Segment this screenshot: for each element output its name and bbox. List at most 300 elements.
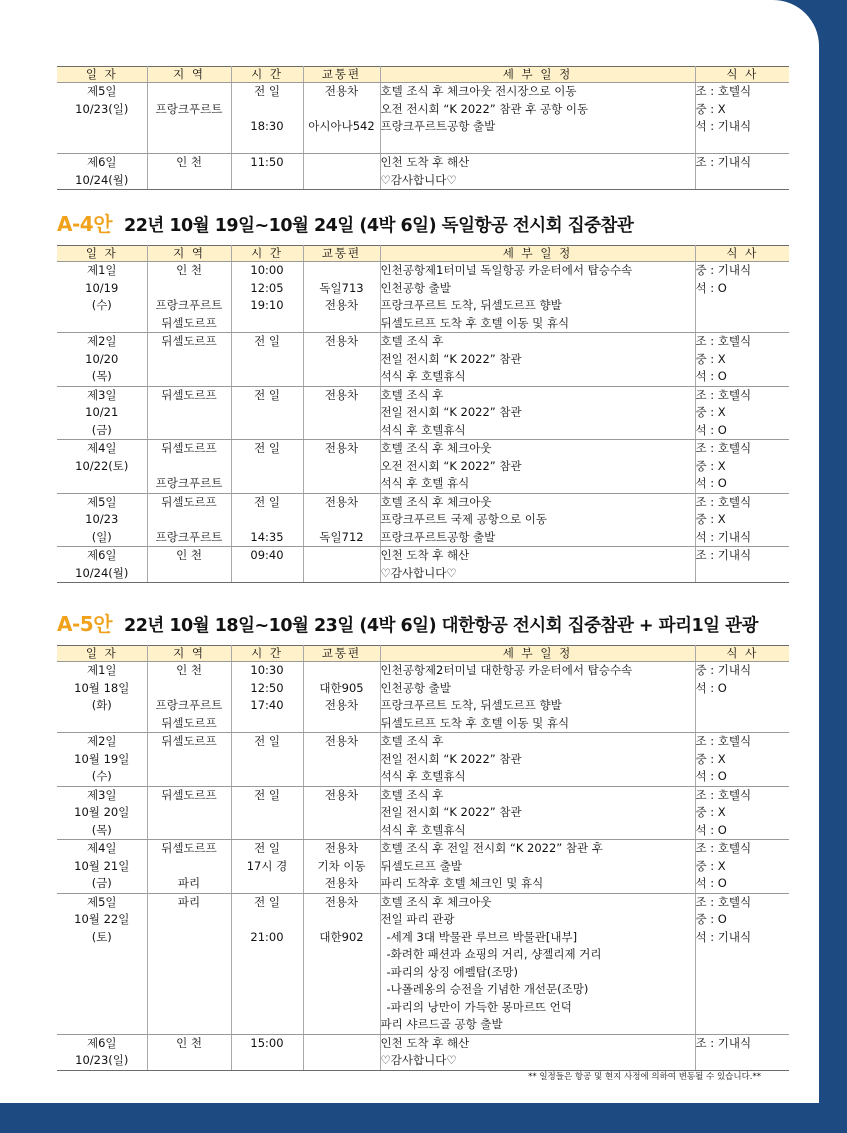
time-cell — [231, 733, 303, 787]
meals-cell — [695, 493, 789, 547]
transport-text — [304, 262, 380, 280]
day-text: 제6일 — [86, 548, 117, 562]
detail-line: 호텔 조식 후 체크아웃 — [380, 494, 492, 509]
region-text: 뒤셀도르프 — [161, 734, 217, 748]
region-cell — [147, 333, 231, 387]
region-text: 파리 — [177, 876, 201, 890]
column-header: 세 부 일 정 — [380, 67, 695, 83]
transport-text: 대한902 — [319, 929, 364, 944]
region-text: 인 천 — [176, 663, 202, 677]
meals-cell — [695, 1034, 789, 1070]
region-cell — [147, 893, 231, 1034]
transport-text — [304, 547, 380, 565]
meal-text: 조 : 호텔식 — [695, 387, 752, 402]
meal-text: 중 : X — [695, 512, 726, 526]
meal-text: 조 : 호텔식 — [695, 441, 752, 455]
time-cell — [231, 786, 303, 840]
time-cell — [231, 386, 303, 440]
column-header: 시 간 — [231, 646, 303, 662]
day-text: 제6일 — [86, 155, 117, 169]
region-text: 프랑크푸르트 — [155, 101, 223, 116]
detail-line: 인천 도착 후 해산 — [380, 155, 470, 169]
schedule-table-a3 — [57, 66, 789, 190]
meal-text: 중 : X — [695, 858, 726, 873]
transport-text: 전용차 — [324, 298, 359, 312]
day-text: 10/23(일) — [75, 1053, 129, 1067]
region-text: 뒤셀도르프 — [161, 715, 217, 730]
meal-text: 석 : O — [695, 822, 727, 837]
time-text: 전 일 — [254, 84, 280, 98]
region-cell — [147, 83, 231, 154]
time-cell — [231, 662, 303, 733]
details-cell — [380, 493, 695, 547]
transport-text: 전용차 — [324, 387, 359, 402]
meals-cell — [695, 662, 789, 733]
day-text: 제5일 — [86, 494, 117, 509]
day-text: (목) — [91, 822, 112, 837]
detail-line: 뒤셀도르프 출발 — [380, 858, 462, 873]
transport-text: 전용차 — [324, 84, 359, 98]
plan-title: 22년 10월 18일~10월 23일 (4박 6일) 대한항공 전시회 집중참관 + 파리1일 관광 — [124, 616, 758, 636]
day-text: 10/21 — [85, 405, 119, 419]
time-cell — [231, 154, 303, 190]
day-cell — [57, 1034, 147, 1070]
schedule-table-a4 — [57, 245, 789, 583]
region-text: 인 천 — [176, 155, 202, 169]
time-text: 전 일 — [254, 387, 280, 402]
meal-text: 중 : X — [695, 405, 726, 419]
transport-cell — [303, 83, 380, 154]
time-text — [232, 101, 303, 119]
region-cell — [147, 440, 231, 494]
region-cell — [147, 547, 231, 583]
detail-line: 호텔 조식 후 — [380, 387, 444, 402]
detail-line: -세계 3대 박물관 루브르 박물관[내부] — [386, 929, 578, 944]
detail-line: 호텔 조식 후 체크아웃 전시장으로 이동 — [380, 84, 577, 98]
column-header: 일 자 — [57, 67, 147, 83]
transport-text — [304, 662, 380, 680]
detail-line: 뒤셀도르프 도착 후 호텔 이동 및 휴식 — [380, 315, 570, 330]
table-row — [57, 786, 789, 840]
meals-cell — [695, 386, 789, 440]
transport-text: 전용차 — [324, 494, 359, 509]
time-cell — [231, 840, 303, 894]
detail-line: 인천 도착 후 해산 — [380, 548, 470, 562]
transport-text: 전용차 — [324, 441, 359, 455]
detail-line: 인천공항제2터미널 대한항공 카운터에서 탑승수속 — [380, 663, 633, 677]
meal-text: 중 : X — [695, 458, 726, 473]
transport-cell — [303, 840, 380, 894]
transport-cell — [303, 893, 380, 1034]
detail-line: 석식 후 호텔휴식 — [380, 769, 466, 783]
time-text: 18:30 — [250, 119, 284, 133]
details-cell — [380, 154, 695, 190]
time-text: 10:30 — [250, 663, 284, 677]
meal-text: 석 : 기내식 — [695, 119, 752, 133]
transport-text — [304, 154, 380, 172]
day-cell — [57, 840, 147, 894]
column-header: 식 사 — [695, 67, 789, 83]
table-row — [57, 262, 789, 333]
table-row — [57, 662, 789, 733]
day-cell — [57, 440, 147, 494]
meal-text: 중 : X — [695, 351, 726, 366]
transport-text: 전용차 — [324, 334, 359, 348]
region-text — [148, 280, 231, 298]
detail-line: 호텔 조식 후 체크아웃 — [380, 894, 492, 909]
region-text: 인 천 — [176, 548, 202, 562]
day-cell — [57, 786, 147, 840]
region-cell — [147, 154, 231, 190]
plan-title: 22년 10월 19일~10월 24일 (4박 6일) 독일항공 전시회 집중참관 — [124, 216, 634, 236]
day-text: 제5일 — [86, 84, 117, 98]
detail-line: 전일 전시회 “K 2022” 참관 — [380, 805, 522, 819]
transport-cell — [303, 493, 380, 547]
meals-cell — [695, 893, 789, 1034]
details-cell — [380, 662, 695, 733]
region-text: 뒤셀도르프 — [161, 494, 217, 509]
region-text: 뒤셀도르프 — [161, 787, 217, 802]
time-text: 15:00 — [250, 1035, 284, 1050]
region-text: 프랑크푸르트 — [155, 476, 223, 490]
region-text — [148, 136, 231, 154]
time-text: 전 일 — [254, 734, 280, 748]
transport-text: 전용차 — [324, 698, 359, 712]
column-header: 식 사 — [695, 646, 789, 662]
day-text: 제3일 — [86, 387, 117, 402]
column-header: 식 사 — [695, 246, 789, 262]
detail-line: 전일 전시회 “K 2022” 참관 — [380, 351, 522, 366]
time-text — [232, 511, 303, 529]
day-cell — [57, 662, 147, 733]
transport-cell — [303, 733, 380, 787]
column-header: 교통편 — [303, 646, 380, 662]
time-cell — [231, 1034, 303, 1070]
column-header: 세 부 일 정 — [380, 246, 695, 262]
meal-text: 석 : O — [695, 369, 727, 383]
region-text: 뒤셀도르프 — [161, 387, 217, 402]
day-text: 10월 21일 — [74, 858, 130, 873]
region-text: 인 천 — [176, 263, 202, 277]
detail-line: 호텔 조식 후 — [380, 734, 444, 748]
table-row — [57, 386, 789, 440]
transport-cell — [303, 547, 380, 583]
day-text: (토) — [91, 929, 112, 944]
time-cell — [231, 493, 303, 547]
details-cell — [380, 333, 695, 387]
meal-text: 조 : 호텔식 — [695, 84, 752, 98]
detail-line: 인천 도착 후 해산 — [380, 1035, 470, 1050]
details-cell — [380, 262, 695, 333]
region-text: 프랑크푸르트 — [155, 298, 223, 312]
meal-text: 석 : 기내식 — [695, 529, 752, 544]
time-cell — [231, 83, 303, 154]
transport-text: 독일712 — [319, 529, 364, 544]
table-row — [57, 840, 789, 894]
schedule-table-a5 — [57, 645, 789, 1071]
region-text: 인 천 — [176, 1035, 202, 1050]
detail-line: ♡감사합니다♡ — [380, 172, 457, 187]
day-text: 제3일 — [86, 787, 117, 802]
table-row — [57, 733, 789, 787]
time-text: 11:50 — [250, 155, 284, 169]
region-text — [148, 458, 231, 476]
column-header: 시 간 — [231, 67, 303, 83]
meals-cell — [695, 154, 789, 190]
day-text: 10/23(일) — [75, 101, 129, 116]
meal-text: 석 : 기내식 — [695, 929, 752, 944]
meal-text: 조 : 호텔식 — [695, 787, 752, 802]
time-text: 전 일 — [254, 441, 280, 455]
meal-text: 석 : O — [695, 680, 727, 695]
meal-text: 조 : 호텔식 — [695, 494, 752, 509]
region-cell — [147, 662, 231, 733]
meal-text: 석 : O — [695, 476, 727, 490]
day-cell — [57, 493, 147, 547]
details-cell — [380, 893, 695, 1034]
transport-text — [304, 911, 380, 929]
region-text — [148, 118, 231, 136]
detail-line: 프랑크푸르트 국제 공항으로 이동 — [380, 512, 547, 526]
header-row — [57, 67, 789, 83]
time-text: 전 일 — [254, 787, 280, 802]
column-header: 일 자 — [57, 246, 147, 262]
time-text: 전 일 — [254, 494, 280, 509]
detail-line: 석식 후 호텔휴식 — [380, 822, 466, 837]
region-text — [148, 680, 231, 698]
day-text: (금) — [91, 422, 112, 437]
meal-text: 조 : 호텔식 — [695, 841, 752, 855]
day-text: (금) — [91, 876, 112, 890]
time-text — [232, 911, 303, 929]
time-text: 21:00 — [250, 929, 284, 944]
region-text: 뒤셀도르프 — [161, 841, 217, 855]
detail-line: 전일 파리 관광 — [380, 912, 455, 926]
detail-line: 오전 전시회 “K 2022” 참관 후 공항 이동 — [380, 101, 589, 116]
time-text: 전 일 — [254, 334, 280, 348]
detail-line: 파리 도착후 호텔 체크인 및 휴식 — [380, 876, 544, 890]
time-text: 09:40 — [250, 548, 284, 562]
detail-line: ♡감사합니다♡ — [380, 1053, 457, 1067]
day-text: 제4일 — [86, 441, 117, 455]
detail-line: 오전 전시회 “K 2022” 참관 — [380, 458, 522, 473]
day-cell — [57, 262, 147, 333]
time-text: 12:05 — [250, 280, 284, 295]
detail-line: 인천공항 출발 — [380, 680, 451, 695]
day-text: 10/24(월) — [75, 565, 129, 580]
transport-text: 독일713 — [319, 280, 364, 295]
transport-cell — [303, 262, 380, 333]
meals-cell — [695, 733, 789, 787]
detail-line: 인천공항제1터미널 독일항공 카운터에서 탑승수속 — [380, 263, 633, 277]
table-row — [57, 493, 789, 547]
day-text: 제4일 — [86, 841, 117, 855]
day-text: (목) — [91, 369, 112, 383]
day-text: 제1일 — [86, 663, 117, 677]
day-text: 제6일 — [86, 1035, 117, 1050]
meal-text: 중 : X — [695, 101, 726, 116]
region-text: 뒤셀도르프 — [161, 441, 217, 455]
region-text — [148, 511, 231, 529]
detail-line: -나폴레옹의 승전을 기념한 개선문(조망) — [386, 982, 589, 996]
transport-text: 대한905 — [319, 680, 364, 695]
time-text: 17:40 — [250, 698, 284, 712]
column-header: 지 역 — [147, 646, 231, 662]
section-title-a5 — [57, 608, 758, 637]
day-text: 10/24(월) — [75, 172, 129, 187]
time-text: 전 일 — [254, 841, 280, 855]
details-cell — [380, 547, 695, 583]
day-cell — [57, 893, 147, 1034]
region-cell — [147, 733, 231, 787]
table-row — [57, 547, 789, 583]
transport-text: 전용차 — [324, 894, 359, 909]
region-cell — [147, 386, 231, 440]
meal-text: 중 : O — [695, 912, 727, 926]
table-row — [57, 333, 789, 387]
day-text: 10월 18일 — [74, 680, 130, 695]
meal-text: 석 : O — [695, 769, 727, 783]
table-row — [57, 83, 789, 154]
detail-line: 뒤셀도르프 도착 후 호텔 이동 및 휴식 — [380, 715, 570, 730]
detail-line: 호텔 조식 후 전일 전시회 “K 2022” 참관 후 — [380, 841, 603, 855]
footnote: ** 일정들은 항공 및 현지 사정에 의하여 변동될 수 있습니다.** — [528, 1072, 761, 1082]
day-text: 제5일 — [86, 894, 117, 909]
time-cell — [231, 893, 303, 1034]
region-cell — [147, 262, 231, 333]
time-text: 19:10 — [250, 298, 284, 312]
day-cell — [57, 386, 147, 440]
details-cell — [380, 83, 695, 154]
region-text: 프랑크푸르트 — [155, 698, 223, 712]
column-header: 시 간 — [231, 246, 303, 262]
detail-line: 석식 후 호텔휴식 — [380, 369, 466, 383]
day-text: 10월 19일 — [74, 751, 130, 766]
time-text: 14:35 — [250, 529, 284, 544]
transport-text: 전용차 — [324, 734, 359, 748]
detail-line: 전일 전시회 “K 2022” 참관 — [380, 405, 522, 419]
meal-text: 조 : 호텔식 — [695, 734, 752, 748]
detail-line: 전일 전시회 “K 2022” 참관 — [380, 751, 522, 766]
time-cell — [231, 333, 303, 387]
detail-line: 호텔 조식 후 — [380, 787, 444, 802]
transport-text: 아시아나542 — [308, 119, 375, 133]
time-text: 12:50 — [250, 680, 284, 695]
meal-text: 조 : 기내식 — [695, 1035, 752, 1050]
column-header: 지 역 — [147, 67, 231, 83]
region-text: 뒤셀도르프 — [161, 334, 217, 348]
day-text: (화) — [91, 698, 112, 712]
time-text: 전 일 — [254, 894, 280, 909]
day-text: 10/23 — [85, 512, 119, 526]
time-cell — [231, 262, 303, 333]
transport-cell — [303, 333, 380, 387]
plan-code: A-5안 — [57, 612, 113, 636]
transport-text — [304, 511, 380, 529]
detail-line: 프랑크푸르트공항 출발 — [380, 529, 496, 544]
detail-line: -파리의 낭만이 가득한 몽마르뜨 언덕 — [386, 999, 572, 1014]
day-text: (수) — [91, 769, 112, 783]
detail-line: 호텔 조식 후 체크아웃 — [380, 441, 492, 455]
transport-cell — [303, 440, 380, 494]
day-text: 제2일 — [86, 334, 117, 348]
meals-cell — [695, 547, 789, 583]
meal-text: 석 : O — [695, 422, 727, 437]
transport-text: 기차 이동 — [317, 858, 366, 873]
time-cell — [231, 440, 303, 494]
region-cell — [147, 1034, 231, 1070]
meal-text: 조 : 기내식 — [695, 155, 752, 169]
transport-cell — [303, 386, 380, 440]
day-cell — [57, 333, 147, 387]
transport-text: 전용차 — [324, 841, 359, 855]
meal-text: 중 : X — [695, 805, 726, 819]
day-text: 10/19 — [85, 280, 119, 295]
detail-line: 프랑크푸르트 도착, 뒤셀도르프 향발 — [380, 298, 562, 312]
transport-cell — [303, 154, 380, 190]
table-row — [57, 154, 789, 190]
transport-text — [304, 101, 380, 119]
column-header: 일 자 — [57, 646, 147, 662]
day-cell — [57, 547, 147, 583]
meal-text: 석 : O — [695, 280, 727, 295]
detail-line: ♡감사합니다♡ — [380, 565, 457, 580]
detail-line: -파리의 상징 에펠탑(조망) — [386, 964, 519, 979]
meal-text: 조 : 기내식 — [695, 548, 752, 562]
day-cell — [57, 733, 147, 787]
meals-cell — [695, 83, 789, 154]
plan-code: A-4안 — [57, 212, 113, 236]
day-text: 10/20 — [85, 351, 119, 366]
detail-line: 석식 후 호텔 휴식 — [380, 476, 470, 490]
transport-cell — [303, 786, 380, 840]
meals-cell — [695, 262, 789, 333]
region-text — [148, 858, 231, 876]
day-text: 10월 22일 — [74, 912, 130, 926]
column-header: 교통편 — [303, 246, 380, 262]
detail-line: -화려한 패션과 쇼핑의 거리, 샹젤리제 거리 — [386, 947, 602, 961]
meals-cell — [695, 786, 789, 840]
meal-text: 조 : 호텔식 — [695, 894, 752, 909]
transport-text: 전용차 — [324, 787, 359, 802]
detail-line: 인천공항 출발 — [380, 280, 451, 295]
column-header: 세 부 일 정 — [380, 646, 695, 662]
meals-cell — [695, 440, 789, 494]
details-cell — [380, 840, 695, 894]
meal-text: 중 : 기내식 — [695, 263, 752, 277]
region-text: 프랑크푸르트 — [155, 529, 223, 544]
detail-line: 프랑크푸르트 도착, 뒤셀도르프 향발 — [380, 698, 562, 712]
meal-text: 조 : 호텔식 — [695, 334, 752, 348]
column-header: 지 역 — [147, 246, 231, 262]
time-cell — [231, 547, 303, 583]
transport-text — [304, 1035, 380, 1053]
region-text — [148, 83, 231, 101]
meal-text: 석 : O — [695, 876, 727, 890]
section-title-a4 — [57, 208, 633, 237]
region-cell — [147, 786, 231, 840]
region-text: 파리 — [177, 894, 201, 909]
table-row — [57, 440, 789, 494]
details-cell — [380, 786, 695, 840]
day-cell — [57, 83, 147, 154]
region-cell — [147, 840, 231, 894]
meals-cell — [695, 840, 789, 894]
table-row — [57, 1034, 789, 1070]
detail-line: 프랑크푸르트공항 출발 — [380, 119, 496, 133]
region-cell — [147, 493, 231, 547]
column-header: 교통편 — [303, 67, 380, 83]
